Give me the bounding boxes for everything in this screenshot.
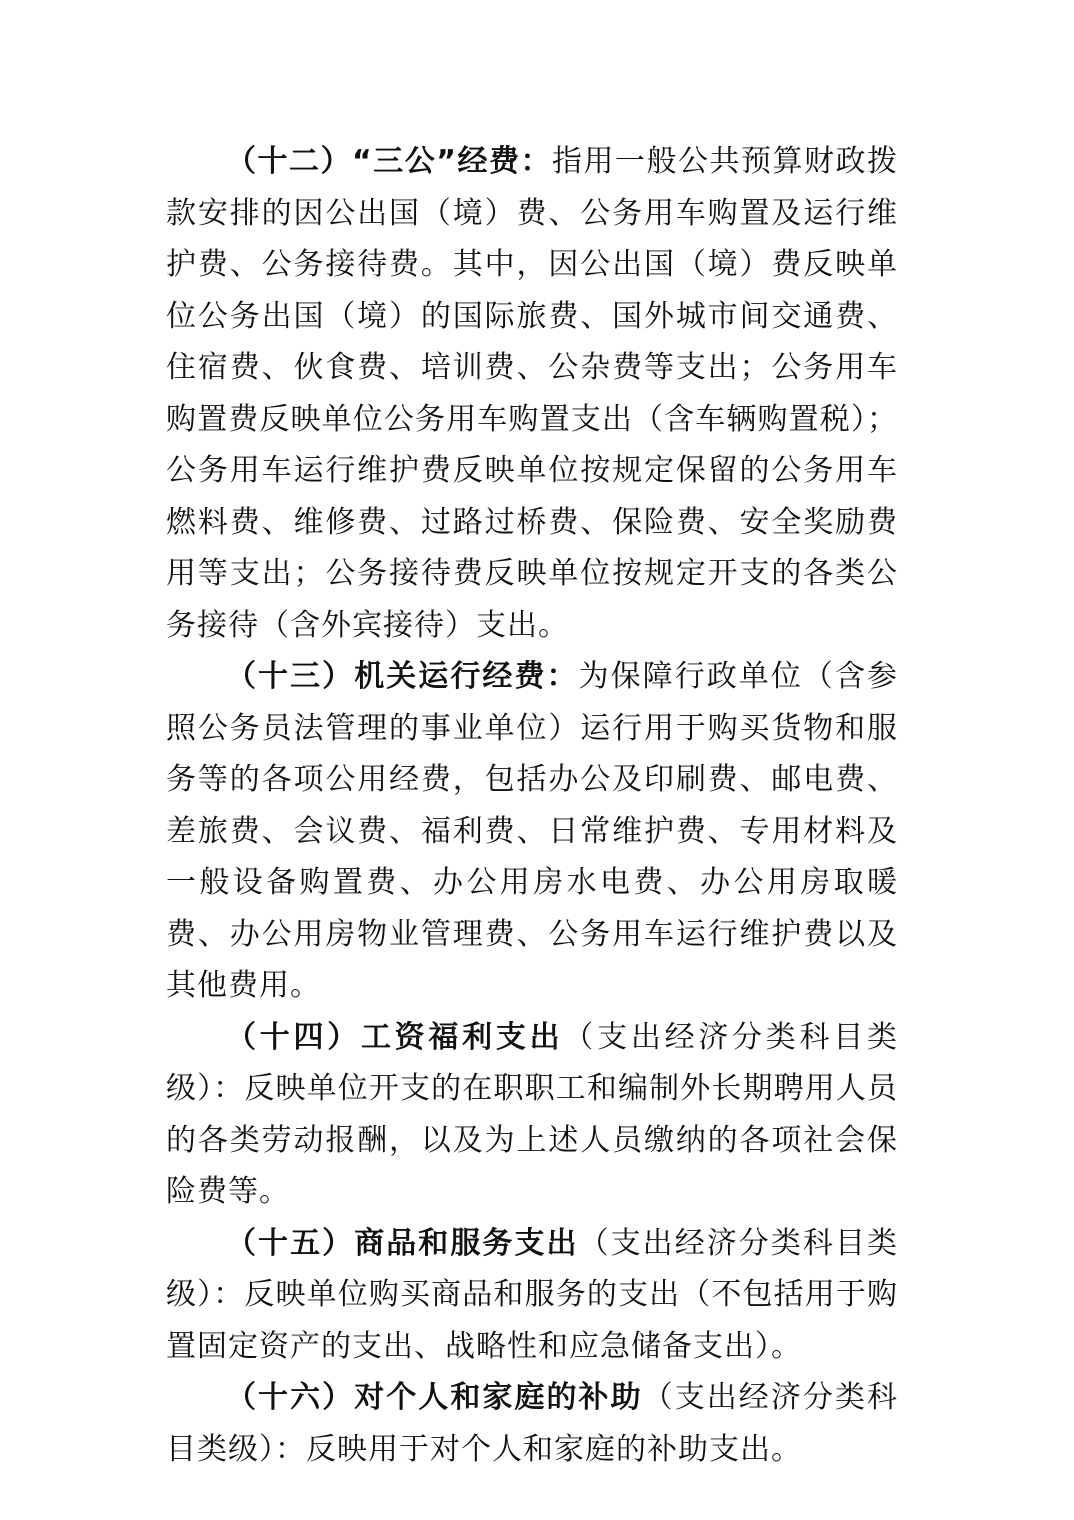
paragraph-item-14 — [166, 1012, 898, 1218]
term-title: （十三）机关运行经费： — [226, 659, 579, 694]
term-definition: （支出经济分类科目类级）：反映单位开支的在职职工和编制外长期聘用人员的各类劳动报酬，以及为上述人员缴纳的各项社会保险费等。 — [166, 1019, 899, 1209]
term-title: （十六）对个人和家庭的补助 — [226, 1380, 643, 1415]
paragraph-item-12 — [166, 136, 898, 651]
term-definition: 指用一般公共预算财政拨款安排的因公出国（境）费、公务用车购置及运行维护费、公务接待费。其中，因公出国（境）费反映单位公务出国（境）的国际旅费、国外城市间交通费、住宿费、伙食费、培训费、公杂费等支出；公务用车购置费反映单位公务用车购置支出（含车辆购置税）；公务用车运行维护费反映单位按规定保留的公务用车燃料费、维修费、过路过桥费、保险费、安全奖励费用等支出；公务接待费反映单位按规定开支的各类公务接待（含外宾接待）支出。 — [166, 144, 898, 643]
paragraph-item-15 — [166, 1218, 898, 1373]
term-title: （十二）“三公”经费： — [226, 144, 552, 179]
term-definition: 为保障行政单位（含参照公务员法管理的事业单位）运行用于购买货物和服务等的各项公用经费，包括办公及印刷费、邮电费、差旅费、会议费、福利费、日常维护费、专用材料及一般设备购置费、办公用房水电费、办公用房取暖费、办公用房物业管理费、公务用车运行维护费以及其他费用。 — [166, 659, 899, 1003]
term-title: （十五）商品和服务支出 — [226, 1225, 579, 1261]
paragraph-item-16 — [166, 1372, 898, 1475]
term-definition: （支出经济分类科目类级）：反映用于对个人和家庭的补助支出。 — [166, 1380, 899, 1467]
document-body — [166, 136, 898, 1475]
term-definition: （支出经济分类科目类级）：反映单位购买商品和服务的支出（不包括用于购置固定资产的支出、战略性和应急储备支出）。 — [166, 1225, 899, 1364]
paragraph-item-13 — [166, 651, 898, 1012]
term-title: （十四）工资福利支出 — [226, 1019, 564, 1055]
